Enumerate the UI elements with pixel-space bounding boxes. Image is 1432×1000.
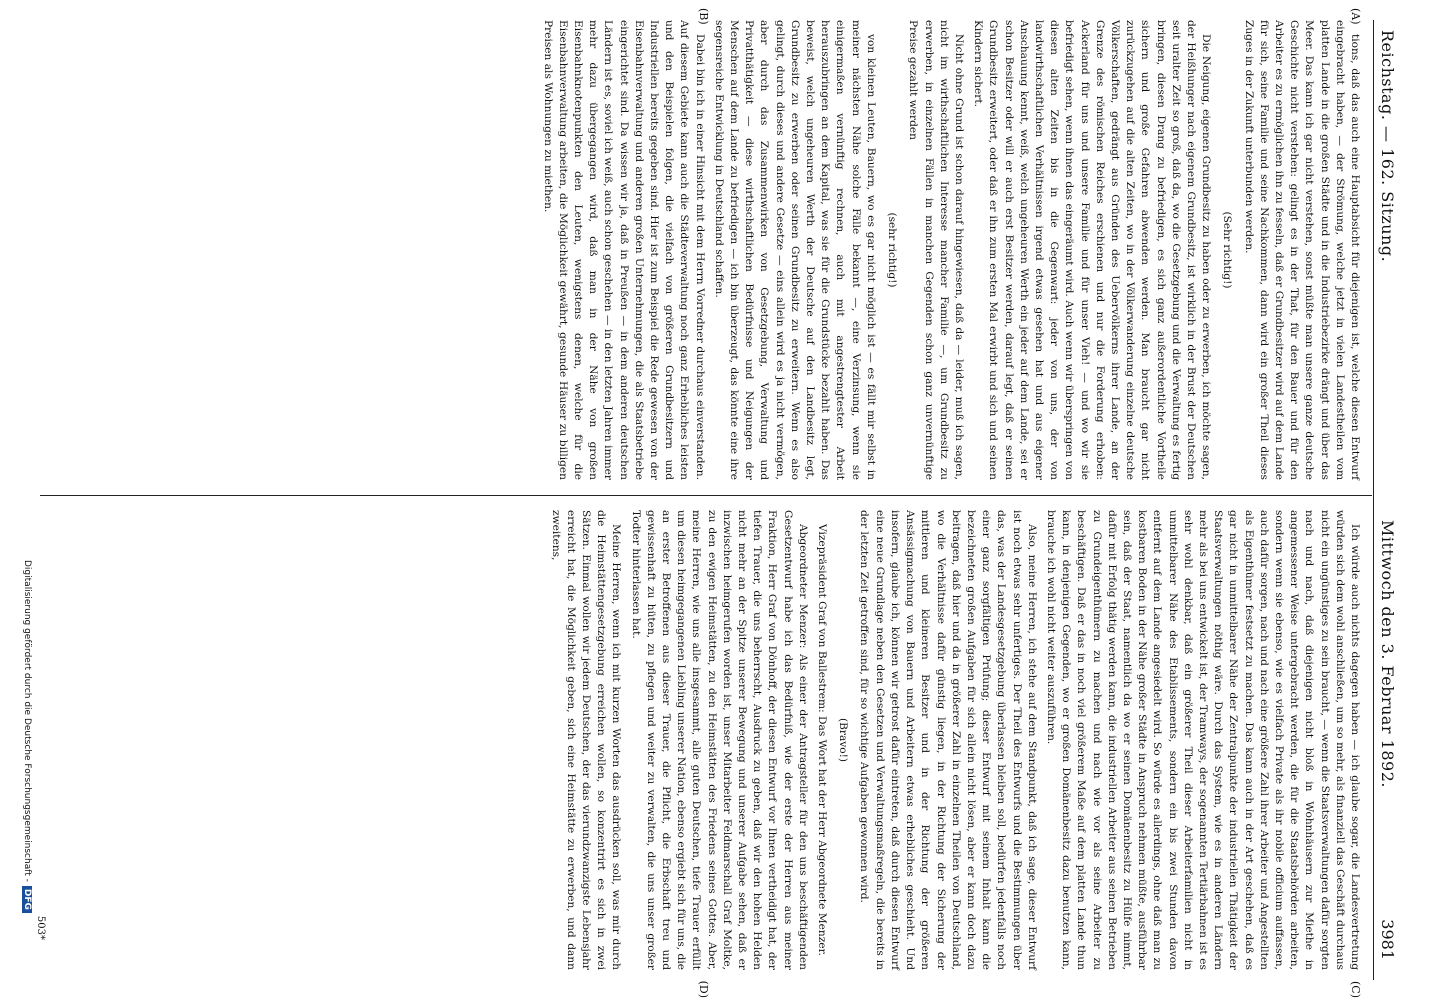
paragraph: Meine Herren, wenn ich mit kurzen Worten das ausdrücken soll, was mir durch die Heimstättengesetzgebung erreichen wollen, so konzentrirt es sich in zwei Sätzen. Einmal wollen wir jedem Deutschen, der das vierundzwanzigste Lebensjahr erreicht hat, die Möglichkeit geben, sich eine Heimstätte zu erwerben, und dann zweitens, <box>549 510 623 970</box>
page-number: 3981 <box>1378 919 1397 960</box>
margin-marker-d: (D) <box>697 980 710 998</box>
dfg-logo: DFG <box>22 886 32 913</box>
margin-marker-b: (B) <box>697 8 710 25</box>
interjection: (Bravo!) <box>837 717 850 763</box>
paragraph: Also, meine Herren, ich stehe auf dem Standpunkt, daß ich sage, dieser Entwurf ist noch etwas sehr unfertiges. Der Theil des Entwurfs und die Bestimmungen über das, was der Landesgesetzgebung überlassen bleiben soll, bedürfen jedenfalls noch einer ganz sorgfältigen Prüfung; dieser Entwurf mit seinem Inhalt kann die bezeichneten großen Aufgaben für sich allein nicht lösen, aber er kann doch dazu beitragen, daß hier und da in größerer Zahl in einzelnen Theilen von Deutschland, wo die Verhältnisse dafür günstig liegen, in der Richtung der Sicherung der mittleren und kleineren Besitzer und in der Richtung der größeren Ansässigmachung von Bauern und Arbeitern etwas erhebliches geschieht. Und insofern, glaube ich, können wir getrost dafür eintreten, daß durch diesen Entwurf eine neue Grundlage neben den Gesetzen und Verwaltungsmaßregeln, die bereits in der letzten Zeit getroffen sind, für so wichtige Aufgaben gewonnen wird. <box>858 510 1038 970</box>
header-rule <box>1373 20 1374 980</box>
right-column <box>543 510 1362 970</box>
signature-mark: 503* <box>35 915 46 940</box>
paragraph: Vizepräsident Graf von Ballestrem: Das Wort hat der Herr Abgeordnete Menzer. <box>816 524 829 956</box>
paragraph: von kleinen Leuten, Bauern, wo es gar nicht möglich ist — es fällt mir selbst in meiner nächsten Nähe solche Fälle bekannt —, eine Verzinsung, wenn sie einigermaßen vernünftig rechnen, auch mit angestrengtester Arbeit herauszubringen an dem Kapital, was sie für die Grundstücke bezahlt haben. Das beweist, welch ungeheuren Werth der Deutsche auf den Landbesitz legt, Grundbesitz zu erwerben oder seinen Grundbesitz zu erweitern. Wenn es also gelingt, durch dieses und andere Gesetze — eins allein wird es ja nicht vermögen, aber durch das Zusammenwirken von Gesetzgebung, Verwaltung und Privatthätigkeit — diese wirthschaftlichen Bedürfnisse und Neigungen der Menschen auf dem Lande zu befriedigen — ich bin überzeugt, das könnte eine ihre segensreiche Entwicklung in Deutschland schaffen. <box>712 20 877 480</box>
interjection: (Sehr richtig!) <box>1221 211 1234 289</box>
footer-text: Digitalisierung gefördert durch die Deutsche Forschungsgemeinschaft - <box>22 560 32 882</box>
paragraph: Ich würde auch nichts dagegen haben — ich glaube sogar, die Landesvertretung würden sich dem wohl anschließen, um so mehr, als finanziell das Geschäft durchaus nicht ein ungünstiges zu sein braucht, — wenn die Staatsverwaltungen dafür sorgten nach und nach, daß diejenigen nicht bloß in Wohnhäusern zur Miethe in angemessener Weise untergebracht werden, die für die Staatsbehörden arbeiten, sondern wenn sie ebenso, wie es vielfach Private als ihr nobile officium auffassen, auch dafür sorgen, nach und nach eine größere Zahl ihrer Arbeiter und Angestellten als Eigenthümer festsetzt zu machen. Das kann auch in der Art geschehen, daß es gar nicht in unmittelbarer Nähe der Zentralpunkte der industriellen Thätigkeit der Staatsverwaltungen nöthig wäre. Durch das System, wie es in anderen Ländern mehr als bei uns entwickelt ist, der Tramways, der sogenannten Tertiärbahnen ist es sehr wohl denkbar, daß ein größerer Theil dieser Arbeiterfamilien nicht in unmittelbarer Nähe des Etablissements, sondern ein bis zwei Stunden davon entfernt auf dem Lande angesiedelt wird. So würde es allerdings, ohne daß man zu kostbaren Boden in der Nähe großer Städte in Anspruch nehmen müßte, ausführbar sein, daß der Staat, namentlich da wo er seinen Domänenbesitz zu Hülfe nimmt, dafür mit Erfolg thätig werden kann, die industriellen Arbeiter aus seinen Betrieben zu Grundeigenthümern zu machen und nach wie vor als seine Arbeiter zu beschäftigen. Daß er das in noch viel größerem Maße auf dem platten Lande thun kann, in denjenigen Gegenden, wo er großen Domänenbesitz dazu benutzen kann, brauche ich wohl nicht weiter auszuführen. <box>1044 510 1361 970</box>
paragraph: Nicht ohne Grund ist schon darauf hingewiesen, daß da — leider, muß ich sagen, nicht im wirthschaftlichen Interesse mancher Familie —, um Grundbesitz zu erwerben, in einzelnen Fällen in manchen Gegenden schon ganz unvernünftige Preise gezahlt werden <box>907 20 965 480</box>
header-right: Mittwoch den 3. Februar 1892. <box>1378 520 1397 788</box>
interjection: (sehr richtig!) <box>886 212 899 288</box>
margin-marker-c: (C) <box>1349 981 1362 998</box>
paragraph: Dabei bin ich in einer Hinsicht mit dem Herrn Vorredner durchaus einverstanden. Auf diesem Gebiete kann auch die Städteverwaltung noch ganz Erhebliches leisten und den Beispielen folgen, die vielfach von größeren Grundbesitzern und Industriellen bereits gegeben sind. Hier ist zum Beispiel die Rede gewesen von der Eisenbahnverwaltung und anderen großen Unternehmungen, die als Staatsbetriebe eingerichtet sind. Da wissen wir ja, daß in Preußen — in dem anderen deutschen Ländern ist es, soviel ich weiß, auch schon geschehen — in den letzten Jahren immer mehr dazu übergegangen wird, daß man in der Nähe von großen Eisenbahnknotenpunkten den Leuten, wenigstens denen, welche für die Eisenbahnverwaltung arbeiten, die Möglichkeit gewährt, gesunde Häuser zu billigen Preisen als Wohnungen zu miethen. <box>541 20 706 480</box>
paragraph: Abgeordneter Menzer: Als einer der Antragsteller für den uns beschäftigenden Gesetzentwurf habe ich das Bedürfniß, wie der erste der Herren aus meiner Fraktion, Herr Graf von Dönhoff, der diesen Entwurf vor Ihnen vertheidigt hat, der tiefen Trauer, die uns beherrscht, Ausdruck zu geben, daß wir den hohen Helden nicht mehr an der Spitze unserer Bewegung und unserer Aufgabe sehen, daß er inzwischen heimgerufen worden ist, unser Mitarbeiter Feldmarschall Graf Moltke, zu den ewigen Heimstätten, zu den Heimstätten des Friedens seines Gottes. Aber, meine Herren, wie uns alle insgesammt, alle guten Deutschen, tiefe Trauer erfüllt um diesen heimgegangenen Liebling unserer Nation, ebenso ergiebt sich für uns, die an erster Betroffenen aus dieser Trauer, die Pflicht, die Erbschaft treu und gewissenhaft zu hüten, zu pflegen und weiter zu verwalten, die uns unser großer Todter hinterlassen hat. <box>629 510 809 970</box>
funding-footer <box>22 560 32 913</box>
column-divider <box>40 495 1372 496</box>
paragraph: Die Neigung, eigenen Grundbesitz zu haben oder zu erwerben, ich möchte sagen, der Heißhunger nach eigenem Grundbesitz, ist wirklich in der Brust der Deutschen seit uralter Zeit so groß, daß da, wo die Gesetzgebung und die Verwaltung es fertig bringen, diesen Drang zu befriedigen, es sich ganz außerordentliche Vortheile sichern und große Gefahren abwenden werden. Man braucht gar nicht zurückzugehen auf die alten Zeiten, wo in der Völkerwanderung einzelne deutsche Völkerschaften, gedrängt aus Gründen des Uebervölkerns ihrer Lande, an der Grenze des römischen Reiches erschienen und nur die Forderung erhoben: Ackerland für uns und unsere Familie und für unser Vieh! — und wo wir sie befriedigt sehen, wenn ihnen das eingeräumt wird. Auch wenn wir überspringen von diesen alten Zeiten bis in die Gegenwart: jeder von uns, der von landwirthschaftlichen Verhältnissen irgend etwas gesehen hat und aus eigener Anschauung kennt, weiß, welch ungeheuren Werth ein jeder auf dem Lande, sei er schon Besitzer oder will er auch erst Besitzer werden, darauf legt, daß er seinen Grundbesitz erweitert, oder daß er ihn zum ersten Mal erwirbt und sich und seinen Kindern sichert. <box>972 20 1213 480</box>
left-column <box>535 20 1362 480</box>
header-left: Reichstag. — 162. Sitzung. <box>1378 30 1397 263</box>
paragraph: tions, daß das auch eine Hauptabsicht für diejenigen ist, welche diesen Entwurf eingebracht haben, — der Strömung, welche jetzt in vielen Landestheilen vom platten Lande in die großen Städte und in die Industriebezirke drängt und über das Meer. Das kann ich gar nicht verstehen, sonst müßte man unsere ganze deutsche Geschichte nicht verstehen: gelingt es in der That, für den Bauer und für den Arbeiter es zu ermöglichen ihn zu fesseln, daß er Grundbesitzer wird auf dem Lande für sich, seine Familie und seine Nachkommen, dann wird ein großer Theil dieses Zuges in der Zukunft unterbunden werden. <box>1242 20 1361 480</box>
margin-marker-a: (A) <box>1349 8 1362 25</box>
